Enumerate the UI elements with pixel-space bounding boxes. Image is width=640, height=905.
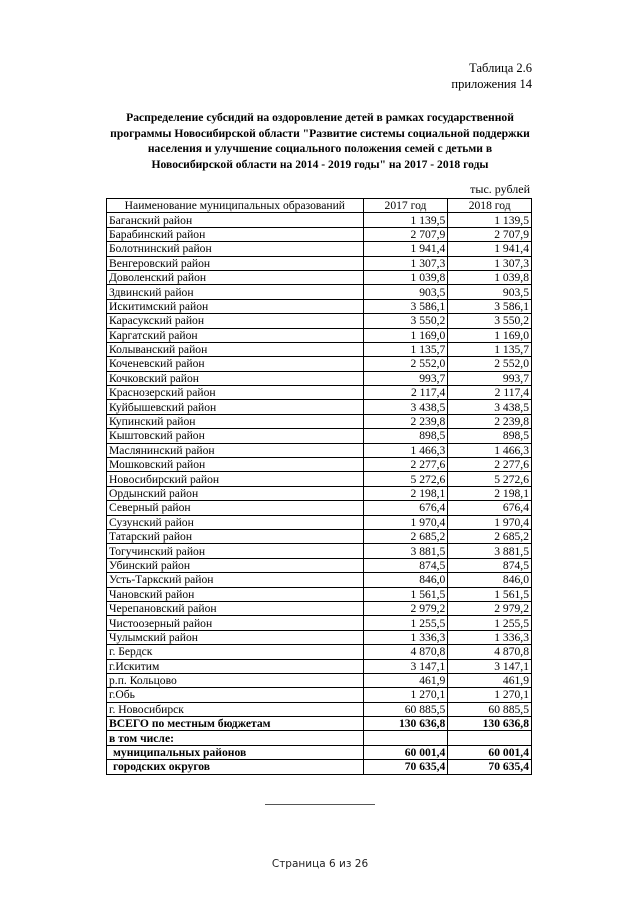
table-row bbox=[107, 443, 532, 457]
value-2018: 4 870,8 bbox=[448, 645, 532, 659]
value-2018: 1 255,5 bbox=[448, 616, 532, 630]
table-row bbox=[107, 529, 532, 543]
value-2017: 461,9 bbox=[363, 673, 448, 687]
value-2018: 60 885,5 bbox=[448, 702, 532, 716]
municipality-name: Ордынский район bbox=[107, 486, 364, 500]
value-2018: 1 307,3 bbox=[448, 256, 532, 270]
value-2018: 2 979,2 bbox=[448, 601, 532, 615]
column-header-2018: 2018 год bbox=[448, 199, 532, 213]
value-2017: 676,4 bbox=[363, 501, 448, 515]
table-row bbox=[107, 688, 532, 702]
municipality-name: Коченевский район bbox=[107, 357, 364, 371]
value-2017: 1 307,3 bbox=[363, 256, 448, 270]
municipality-name: Краснозерский район bbox=[107, 386, 364, 400]
municipality-name: Маслянинский район bbox=[107, 443, 364, 457]
municipality-name: Сузунский район bbox=[107, 515, 364, 529]
value-2017: 1 336,3 bbox=[363, 630, 448, 644]
municipality-name: Барабинский район bbox=[107, 227, 364, 241]
value-2017: 1 270,1 bbox=[363, 688, 448, 702]
table-row bbox=[107, 544, 532, 558]
municipality-name: Чистоозерный район bbox=[107, 616, 364, 630]
municipality-name: г. Бердск bbox=[107, 645, 364, 659]
units-label: тыс. рублей bbox=[470, 182, 530, 196]
value-2017: 1 169,0 bbox=[363, 328, 448, 342]
value-2018: 1 169,0 bbox=[448, 328, 532, 342]
value-2018: 3 438,5 bbox=[448, 400, 532, 414]
table-row bbox=[107, 242, 532, 256]
value-2018: 2 198,1 bbox=[448, 486, 532, 500]
table-row bbox=[107, 213, 532, 227]
value-2017: 1 466,3 bbox=[363, 443, 448, 457]
value-2018: 993,7 bbox=[448, 371, 532, 385]
value-2018: 3 550,2 bbox=[448, 314, 532, 328]
value-2018: 1 970,4 bbox=[448, 515, 532, 529]
table-number: Таблица 2.6 bbox=[469, 61, 532, 75]
value-2018: 130 636,8 bbox=[448, 717, 532, 731]
table-row bbox=[107, 630, 532, 644]
municipality-name: Колыванский район bbox=[107, 342, 364, 356]
value-2017: 3 147,1 bbox=[363, 659, 448, 673]
municipality-name: Доволенский район bbox=[107, 270, 364, 284]
table-row bbox=[107, 659, 532, 673]
footnote-divider bbox=[265, 804, 375, 805]
value-2017: 1 039,8 bbox=[363, 270, 448, 284]
value-2017: 2 239,8 bbox=[363, 414, 448, 428]
table-row bbox=[107, 314, 532, 328]
table-row bbox=[107, 299, 532, 313]
value-2018: 1 466,3 bbox=[448, 443, 532, 457]
value-2018: 1 270,1 bbox=[448, 688, 532, 702]
table-row bbox=[107, 601, 532, 615]
municipality-name: в том числе: bbox=[107, 731, 364, 745]
municipality-name: Болотнинский район bbox=[107, 242, 364, 256]
value-2017: 5 272,6 bbox=[363, 472, 448, 486]
table-row bbox=[107, 270, 532, 284]
municipality-name: Татарский район bbox=[107, 529, 364, 543]
table-row bbox=[107, 616, 532, 630]
value-2017: 898,5 bbox=[363, 429, 448, 443]
table-row bbox=[107, 328, 532, 342]
municipality-name: Баганский район bbox=[107, 213, 364, 227]
value-2018: 70 635,4 bbox=[448, 760, 532, 774]
value-2018: 2 685,2 bbox=[448, 529, 532, 543]
table-row bbox=[107, 227, 532, 241]
value-2017: 2 552,0 bbox=[363, 357, 448, 371]
table-row bbox=[107, 400, 532, 414]
value-2018: 3 881,5 bbox=[448, 544, 532, 558]
appendix-number: приложения 14 bbox=[451, 77, 532, 91]
value-2018: 1 039,8 bbox=[448, 270, 532, 284]
value-2018: 1 135,7 bbox=[448, 342, 532, 356]
table-total-row bbox=[107, 731, 532, 745]
value-2018: 60 001,4 bbox=[448, 745, 532, 759]
value-2017: 846,0 bbox=[363, 573, 448, 587]
value-2017: 3 586,1 bbox=[363, 299, 448, 313]
document-title: Распределение субсидий на оздоровление детей в рамках государственной программы Новосибирской области "Развитие системы социальной поддержки населения и улучшение социального положения семей с детьми в Новосибирской области на 2014 - 2019 годы" на 2017 - 2018 годы bbox=[110, 111, 530, 171]
value-2018: 874,5 bbox=[448, 558, 532, 572]
municipality-name: Куйбышевский район bbox=[107, 400, 364, 414]
municipality-name: Карасукский район bbox=[107, 314, 364, 328]
value-2017: 874,5 bbox=[363, 558, 448, 572]
page-number: Страница 6 из 26 bbox=[271, 858, 369, 870]
value-2018: 676,4 bbox=[448, 501, 532, 515]
municipality-name: р.п. Кольцово bbox=[107, 673, 364, 687]
table-row bbox=[107, 673, 532, 687]
value-2017: 2 277,6 bbox=[363, 458, 448, 472]
value-2018: 846,0 bbox=[448, 573, 532, 587]
municipality-name: Тогучинский район bbox=[107, 544, 364, 558]
table-row bbox=[107, 414, 532, 428]
table-row bbox=[107, 702, 532, 716]
municipality-name: Здвинский район bbox=[107, 285, 364, 299]
value-2018: 2 117,4 bbox=[448, 386, 532, 400]
municipality-name: г.Обь bbox=[107, 688, 364, 702]
table-row bbox=[107, 573, 532, 587]
municipality-name: Усть-Таркский район bbox=[107, 573, 364, 587]
value-2017: 1 135,7 bbox=[363, 342, 448, 356]
value-2017: 1 139,5 bbox=[363, 213, 448, 227]
municipality-name: городских округов bbox=[107, 760, 364, 774]
value-2018: 3 147,1 bbox=[448, 659, 532, 673]
value-2018: 1 336,3 bbox=[448, 630, 532, 644]
value-2017 bbox=[363, 731, 448, 745]
municipality-name: Северный район bbox=[107, 501, 364, 515]
value-2017: 60 001,4 bbox=[363, 745, 448, 759]
municipality-name: Мошковский район bbox=[107, 458, 364, 472]
value-2018: 1 139,5 bbox=[448, 213, 532, 227]
municipality-name: Новосибирский район bbox=[107, 472, 364, 486]
municipality-name: г.Искитим bbox=[107, 659, 364, 673]
value-2017: 1 970,4 bbox=[363, 515, 448, 529]
table-row bbox=[107, 558, 532, 572]
table-total-row bbox=[107, 745, 532, 759]
value-2017: 70 635,4 bbox=[363, 760, 448, 774]
table-row bbox=[107, 645, 532, 659]
value-2018 bbox=[448, 731, 532, 745]
value-2018: 2 552,0 bbox=[448, 357, 532, 371]
municipality-name: Купинский район bbox=[107, 414, 364, 428]
value-2017: 903,5 bbox=[363, 285, 448, 299]
value-2017: 4 870,8 bbox=[363, 645, 448, 659]
value-2017: 1 941,4 bbox=[363, 242, 448, 256]
value-2018: 2 707,9 bbox=[448, 227, 532, 241]
table-row bbox=[107, 357, 532, 371]
subsidy-table bbox=[106, 198, 532, 775]
table-row bbox=[107, 429, 532, 443]
municipality-name: Черепановский район bbox=[107, 601, 364, 615]
table-total-row bbox=[107, 760, 532, 774]
table-row bbox=[107, 486, 532, 500]
value-2017: 2 979,2 bbox=[363, 601, 448, 615]
table-header-row bbox=[107, 199, 532, 213]
table-reference bbox=[451, 60, 532, 92]
municipality-name: Каргатский район bbox=[107, 328, 364, 342]
municipality-name: Убинский район bbox=[107, 558, 364, 572]
value-2018: 5 272,6 bbox=[448, 472, 532, 486]
value-2017: 2 685,2 bbox=[363, 529, 448, 543]
value-2017: 130 636,8 bbox=[363, 717, 448, 731]
value-2017: 60 885,5 bbox=[363, 702, 448, 716]
municipality-name: муниципальных районов bbox=[107, 745, 364, 759]
municipality-name: Искитимский район bbox=[107, 299, 364, 313]
municipality-name: ВСЕГО по местным бюджетам bbox=[107, 717, 364, 731]
table-row bbox=[107, 342, 532, 356]
value-2018: 898,5 bbox=[448, 429, 532, 443]
table-row bbox=[107, 386, 532, 400]
value-2018: 3 586,1 bbox=[448, 299, 532, 313]
value-2018: 2 239,8 bbox=[448, 414, 532, 428]
value-2017: 2 198,1 bbox=[363, 486, 448, 500]
table-row bbox=[107, 458, 532, 472]
value-2017: 2 707,9 bbox=[363, 227, 448, 241]
value-2018: 1 561,5 bbox=[448, 587, 532, 601]
value-2017: 1 561,5 bbox=[363, 587, 448, 601]
municipality-name: Кочковский район bbox=[107, 371, 364, 385]
value-2017: 3 438,5 bbox=[363, 400, 448, 414]
value-2018: 2 277,6 bbox=[448, 458, 532, 472]
value-2018: 1 941,4 bbox=[448, 242, 532, 256]
column-header-name: Наименование муниципальных образований bbox=[107, 199, 364, 213]
municipality-name: г. Новосибирск bbox=[107, 702, 364, 716]
table-row bbox=[107, 515, 532, 529]
value-2017: 3 881,5 bbox=[363, 544, 448, 558]
table-row bbox=[107, 501, 532, 515]
municipality-name: Кыштовский район bbox=[107, 429, 364, 443]
table-row bbox=[107, 256, 532, 270]
table-row bbox=[107, 371, 532, 385]
value-2018: 461,9 bbox=[448, 673, 532, 687]
table-row bbox=[107, 587, 532, 601]
municipality-name: Чановский район bbox=[107, 587, 364, 601]
value-2017: 993,7 bbox=[363, 371, 448, 385]
value-2017: 3 550,2 bbox=[363, 314, 448, 328]
municipality-name: Венгеровский район bbox=[107, 256, 364, 270]
table-total-row bbox=[107, 717, 532, 731]
value-2017: 1 255,5 bbox=[363, 616, 448, 630]
table-row bbox=[107, 285, 532, 299]
municipality-name: Чулымский район bbox=[107, 630, 364, 644]
value-2018: 903,5 bbox=[448, 285, 532, 299]
table-row bbox=[107, 472, 532, 486]
column-header-2017: 2017 год bbox=[363, 199, 448, 213]
value-2017: 2 117,4 bbox=[363, 386, 448, 400]
